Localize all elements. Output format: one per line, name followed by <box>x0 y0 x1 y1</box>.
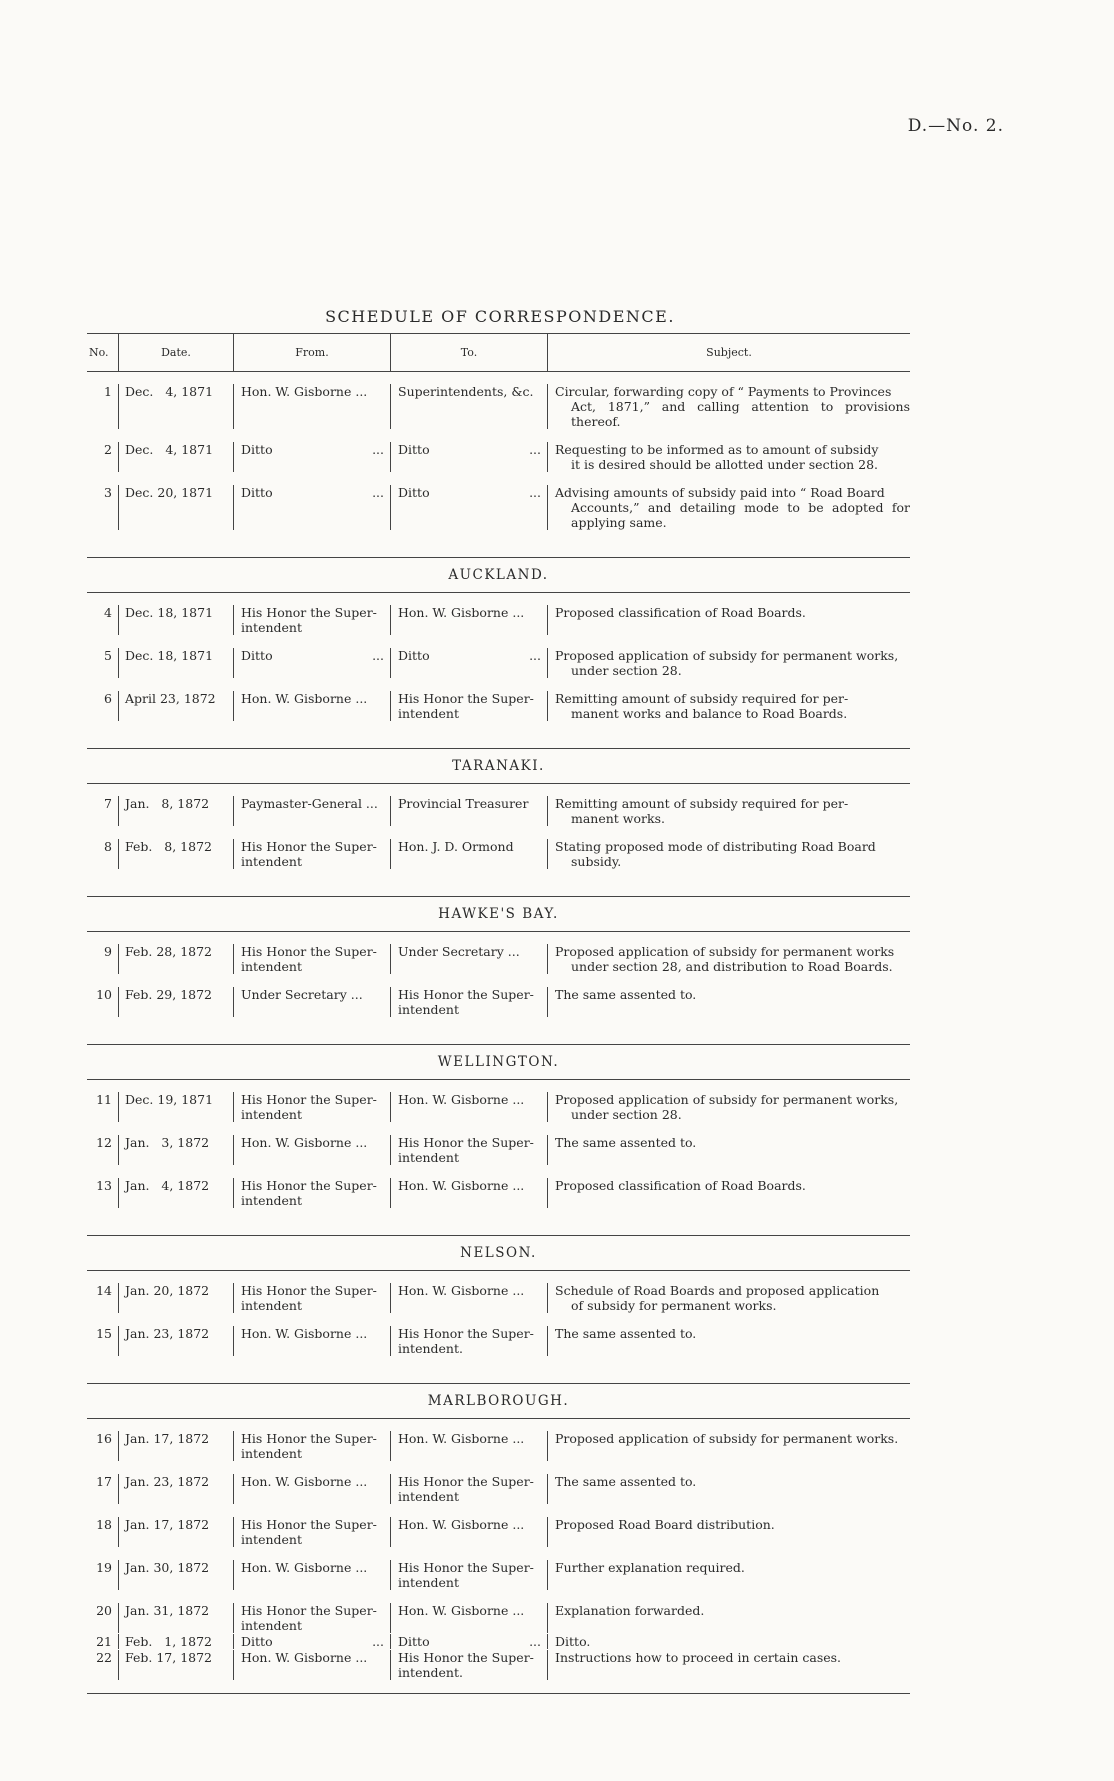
table-row <box>87 944 910 974</box>
row-subject <box>547 1634 910 1649</box>
subject-first-line: Proposed Road Board distribution. <box>555 1517 775 1532</box>
row-from: His Honor the Super- intendent <box>233 605 390 635</box>
table-row <box>87 1517 910 1547</box>
row-from: Hon. W. Gisborne ... <box>233 1560 390 1590</box>
row-subject <box>547 1650 910 1680</box>
row-from: His Honor the Super- intendent <box>233 1283 390 1313</box>
row-number: 16 <box>96 1431 112 1446</box>
subject-first-line: Proposed application of subsidy for permanent works. <box>555 1431 899 1446</box>
table-row <box>87 442 910 472</box>
row-subject <box>547 691 910 721</box>
row-gap <box>87 1080 910 1092</box>
row-to: His Honor the Super- intendent <box>390 1474 547 1504</box>
header-subject: Subject. <box>547 334 910 371</box>
subject-first-line: Explanation forwarded. <box>555 1603 705 1618</box>
page-reference: D.—No. 2. <box>907 116 1004 136</box>
row-number: 7 <box>104 796 112 811</box>
row-subject <box>547 648 910 678</box>
row-date: Jan. 3, 1872 <box>118 1135 233 1165</box>
row-to: His Honor the Super- intendent <box>390 1560 547 1590</box>
row-from: His Honor the Super- intendent <box>233 1517 390 1547</box>
row-to: Superintendents, &c. <box>390 384 547 429</box>
section-heading: AUCKLAND. <box>87 557 910 593</box>
row-to-text: Ditto <box>398 648 430 663</box>
row-number: 12 <box>96 1135 112 1150</box>
row-date: Feb. 17, 1872 <box>118 1650 233 1680</box>
row-from <box>233 648 390 678</box>
subject-continuation: of subsidy for permanent works. <box>571 1298 777 1313</box>
row-to: Hon. W. Gisborne ... <box>390 1092 547 1122</box>
subject-first-line: Stating proposed mode of distributing Road Board <box>555 839 876 854</box>
row-from: Hon. W. Gisborne ... <box>233 1135 390 1165</box>
subject-continuation: Act, 1871,” and calling attention to provisions thereof. <box>571 399 910 429</box>
subject-continuation: under section 28. <box>571 663 682 678</box>
row-from: His Honor the Super- intendent <box>233 944 390 974</box>
row-from-wrap <box>241 1634 390 1649</box>
subject-continuation: Accounts,” and detailing mode to be adopted for applying same. <box>571 500 910 530</box>
subject-first-line: Remitting amount of subsidy required for per- <box>555 796 849 811</box>
subject-first-line: The same assented to. <box>555 1326 697 1341</box>
table-row <box>87 1326 910 1356</box>
row-subject <box>547 944 910 974</box>
section-gap <box>87 1369 910 1383</box>
row-to <box>390 485 547 530</box>
row-to: Hon. W. Gisborne ... <box>390 605 547 635</box>
row-date: Dec. 18, 1871 <box>118 605 233 635</box>
row-date: Feb. 1, 1872 <box>118 1634 233 1649</box>
row-number: 2 <box>104 442 112 457</box>
row-from: Hon. W. Gisborne ... <box>233 1326 390 1356</box>
row-subject <box>547 1560 910 1590</box>
row-to-wrap <box>398 442 547 457</box>
table-row <box>87 1135 910 1165</box>
row-subject <box>547 796 910 826</box>
row-from-wrap <box>241 485 390 500</box>
subject-first-line: Requesting to be informed as to amount of subsidy <box>555 442 879 457</box>
row-date: Feb. 8, 1872 <box>118 839 233 869</box>
header-to: To. <box>390 334 547 371</box>
table-row <box>87 796 910 826</box>
row-from: Under Secretary ... <box>233 987 390 1017</box>
row-date: Jan. 20, 1872 <box>118 1283 233 1313</box>
row-subject <box>547 839 910 869</box>
subject-first-line: Schedule of Road Boards and proposed application <box>555 1283 880 1298</box>
row-date: Jan. 17, 1872 <box>118 1431 233 1461</box>
row-number: 13 <box>96 1178 112 1193</box>
row-to: Provincial Treasurer <box>390 796 547 826</box>
row-subject <box>547 1283 910 1313</box>
row-to: Hon. W. Gisborne ... <box>390 1178 547 1208</box>
row-date: Dec. 20, 1871 <box>118 485 233 530</box>
row-date: Jan. 23, 1872 <box>118 1326 233 1356</box>
row-subject <box>547 1135 910 1165</box>
row-to-leader: ... <box>529 1634 541 1649</box>
subject-continuation: under section 28. <box>571 1107 682 1122</box>
row-to-leader: ... <box>529 648 541 663</box>
row-subject <box>547 605 910 635</box>
table-row <box>87 1178 910 1208</box>
row-number: 5 <box>104 648 112 663</box>
section-gap <box>87 1030 910 1044</box>
row-to: Hon. J. D. Ormond <box>390 839 547 869</box>
table-row <box>87 485 910 530</box>
row-subject <box>547 1431 910 1461</box>
row-number: 21 <box>96 1634 112 1649</box>
row-gap <box>87 1271 910 1283</box>
row-subject <box>547 1178 910 1208</box>
row-to-text: Ditto <box>398 485 430 500</box>
row-from-text: Ditto <box>241 442 273 457</box>
row-to-wrap <box>398 1634 547 1649</box>
subject-first-line: Ditto. <box>555 1634 591 1649</box>
row-from-leader: ... <box>372 648 384 663</box>
row-to: His Honor the Super- intendent <box>390 987 547 1017</box>
table-row <box>87 648 910 678</box>
subject-first-line: The same assented to. <box>555 1135 697 1150</box>
row-date: Jan. 17, 1872 <box>118 1517 233 1547</box>
row-date: April 23, 1872 <box>118 691 233 721</box>
row-from: Hon. W. Gisborne ... <box>233 384 390 429</box>
section-gap <box>87 1221 910 1235</box>
row-from: Paymaster-General ... <box>233 796 390 826</box>
row-to-leader: ... <box>529 485 541 500</box>
table-row <box>87 605 910 635</box>
row-to: Hon. W. Gisborne ... <box>390 1517 547 1547</box>
row-from: His Honor the Super- intendent <box>233 1178 390 1208</box>
row-from-leader: ... <box>372 485 384 500</box>
row-from-wrap <box>241 442 390 457</box>
subject-continuation: manent works. <box>571 811 665 826</box>
subject-first-line: Remitting amount of subsidy required for per- <box>555 691 849 706</box>
row-date: Jan. 4, 1872 <box>118 1178 233 1208</box>
row-date: Dec. 19, 1871 <box>118 1092 233 1122</box>
row-from-wrap <box>241 648 390 663</box>
subject-first-line: The same assented to. <box>555 987 697 1002</box>
row-to: His Honor the Super- intendent <box>390 691 547 721</box>
row-from <box>233 442 390 472</box>
row-to-leader: ... <box>529 442 541 457</box>
row-to: His Honor the Super- intendent <box>390 1135 547 1165</box>
table-row <box>87 1431 910 1461</box>
table-row <box>87 691 910 721</box>
row-date: Dec. 4, 1871 <box>118 384 233 429</box>
row-subject <box>547 442 910 472</box>
row-number: 15 <box>96 1326 112 1341</box>
row-to: Hon. W. Gisborne ... <box>390 1603 547 1633</box>
table-body <box>87 372 910 1694</box>
row-to <box>390 648 547 678</box>
row-to-text: Ditto <box>398 1634 430 1649</box>
table-row <box>87 987 910 1017</box>
row-subject <box>547 1474 910 1504</box>
section-gap <box>87 543 910 557</box>
row-subject <box>547 384 910 429</box>
row-from-text: Ditto <box>241 1634 273 1649</box>
row-date: Jan. 31, 1872 <box>118 1603 233 1633</box>
table-row <box>87 1092 910 1122</box>
row-number: 3 <box>104 485 112 500</box>
row-to <box>390 442 547 472</box>
row-gap <box>87 372 910 384</box>
row-gap <box>87 1419 910 1431</box>
row-number: 17 <box>96 1474 112 1489</box>
row-date: Feb. 28, 1872 <box>118 944 233 974</box>
row-to-wrap <box>398 648 547 663</box>
subject-continuation: manent works and balance to Road Boards. <box>571 706 848 721</box>
row-number: 8 <box>104 839 112 854</box>
subject-first-line: Proposed application of subsidy for permanent works, <box>555 648 899 663</box>
section-heading: TARANAKI. <box>87 748 910 784</box>
table-header <box>87 333 910 372</box>
row-from-leader: ... <box>372 442 384 457</box>
header-no: No. <box>89 346 109 359</box>
row-from-text: Ditto <box>241 648 273 663</box>
subject-first-line: Proposed classification of Road Boards. <box>555 1178 806 1193</box>
row-from: Hon. W. Gisborne ... <box>233 1650 390 1680</box>
header-from: From. <box>233 334 390 371</box>
row-date: Feb. 29, 1872 <box>118 987 233 1017</box>
row-from-leader: ... <box>372 1634 384 1649</box>
row-gap <box>87 593 910 605</box>
row-date: Jan. 8, 1872 <box>118 796 233 826</box>
table-row <box>87 1650 910 1680</box>
table-row <box>87 1474 910 1504</box>
row-number: 4 <box>104 605 112 620</box>
subject-first-line: Proposed application of subsidy for permanent works, <box>555 1092 899 1107</box>
table-row <box>87 1283 910 1313</box>
row-to: His Honor the Super- intendent. <box>390 1326 547 1356</box>
row-date: Jan. 30, 1872 <box>118 1560 233 1590</box>
row-from-text: Ditto <box>241 485 273 500</box>
row-number: 1 <box>104 384 112 399</box>
table-row <box>87 1603 910 1633</box>
row-number: 11 <box>96 1092 112 1107</box>
subject-first-line: Proposed application of subsidy for permanent works <box>555 944 895 959</box>
subject-first-line: Instructions how to proceed in certain cases. <box>555 1650 842 1665</box>
row-to: Hon. W. Gisborne ... <box>390 1431 547 1461</box>
row-date: Dec. 4, 1871 <box>118 442 233 472</box>
row-from <box>233 485 390 530</box>
row-to: His Honor the Super- intendent. <box>390 1650 547 1680</box>
table-end-rule <box>87 1693 910 1694</box>
table-row <box>87 1634 910 1649</box>
row-subject <box>547 485 910 530</box>
row-number: 14 <box>96 1283 112 1298</box>
row-from: Hon. W. Gisborne ... <box>233 691 390 721</box>
row-to-wrap <box>398 485 547 500</box>
row-number: 22 <box>96 1650 112 1665</box>
row-from: His Honor the Super- intendent <box>233 1092 390 1122</box>
row-from: His Honor the Super- intendent <box>233 1603 390 1633</box>
section-heading: MARLBOROUGH. <box>87 1383 910 1419</box>
subject-first-line: Circular, forwarding copy of “ Payments to Provinces <box>555 384 892 399</box>
page-title: SCHEDULE OF CORRESPONDENCE. <box>325 307 675 326</box>
row-from: His Honor the Super- intendent <box>233 839 390 869</box>
row-from <box>233 1634 390 1649</box>
table-row <box>87 1560 910 1590</box>
subject-first-line: Further explanation required. <box>555 1560 745 1575</box>
row-from: His Honor the Super- intendent <box>233 1431 390 1461</box>
subject-first-line: Advising amounts of subsidy paid into “ Road Board <box>555 485 885 500</box>
row-to: Under Secretary ... <box>390 944 547 974</box>
correspondence-table <box>87 333 910 1694</box>
row-gap <box>87 784 910 796</box>
row-date: Dec. 18, 1871 <box>118 648 233 678</box>
row-number: 6 <box>104 691 112 706</box>
subject-continuation: under section 28, and distribution to Road Boards. <box>571 959 893 974</box>
row-number: 10 <box>96 987 112 1002</box>
row-subject <box>547 1517 910 1547</box>
row-subject <box>547 987 910 1017</box>
section-gap <box>87 882 910 896</box>
header-date: Date. <box>118 334 233 371</box>
subject-continuation: subsidy. <box>571 854 622 869</box>
row-to-text: Ditto <box>398 442 430 457</box>
row-subject <box>547 1092 910 1122</box>
subject-first-line: Proposed classification of Road Boards. <box>555 605 806 620</box>
subject-first-line: The same assented to. <box>555 1474 697 1489</box>
row-subject <box>547 1326 910 1356</box>
subject-continuation: it is desired should be allotted under section 28. <box>571 457 879 472</box>
row-number: 19 <box>96 1560 112 1575</box>
row-to <box>390 1634 547 1649</box>
row-number: 9 <box>104 944 112 959</box>
row-gap <box>87 932 910 944</box>
section-heading: WELLINGTON. <box>87 1044 910 1080</box>
section-gap <box>87 734 910 748</box>
row-date: Jan. 23, 1872 <box>118 1474 233 1504</box>
table-row <box>87 839 910 869</box>
table-row <box>87 384 910 429</box>
row-to: Hon. W. Gisborne ... <box>390 1283 547 1313</box>
section-heading: NELSON. <box>87 1235 910 1271</box>
row-subject <box>547 1603 910 1633</box>
row-from: Hon. W. Gisborne ... <box>233 1474 390 1504</box>
section-heading: HAWKE'S BAY. <box>87 896 910 932</box>
row-number: 18 <box>96 1517 112 1532</box>
row-number: 20 <box>96 1603 112 1618</box>
